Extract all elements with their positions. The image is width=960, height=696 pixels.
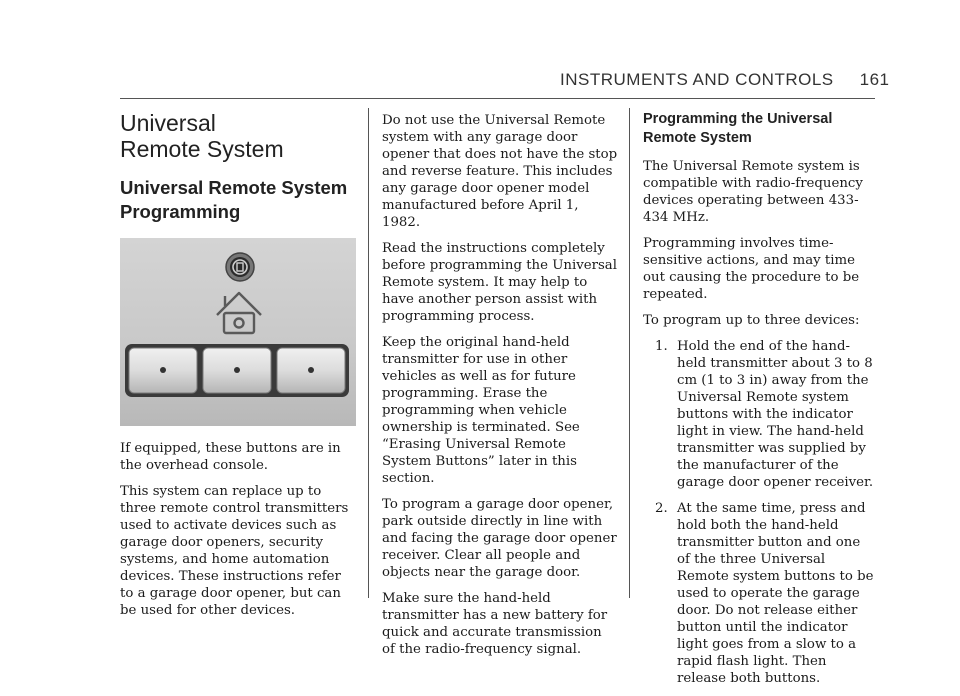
subsection-heading: Universal Remote System Programming: [120, 177, 348, 222]
programming-heading: Programming the Universal Remote System: [643, 111, 833, 146]
remote-button-1: [129, 348, 197, 393]
paragraph: If equipped, these buttons are in the overhead console.: [120, 441, 341, 473]
step-number: 2.: [655, 501, 668, 516]
paragraph: Keep the original hand-held transmitter for use in other vehicles as well as for future programming. Erase the programming when vehicle ownership is terminated. See “Erasing Universal Remote System Buttons” later in this section.: [382, 335, 580, 486]
paragraph: Programming involves time-sensitive actions, and may time out causing the procedure to be repeated.: [643, 236, 860, 302]
step-text: Hold the end of the hand-held transmitter about 3 to 8 cm (1 to 3 in) away from the Universal Remote system buttons with the indicator light in view. The hand-held transmitter was supplied by the manufacturer of the garage door opener receiver.: [677, 339, 874, 490]
section-title: INSTRUMENTS AND CONTROLS: [560, 70, 834, 89]
column-divider-1: [368, 108, 369, 598]
programming-steps: [643, 338, 875, 687]
step-text: At the same time, press and hold both the hand-held transmitter button and one of the three Universal Remote system buttons to be used to operate the garage door. Do not release either button until the indicator light goes from a slow to a rapid flash light. Then release both buttons.: [677, 501, 874, 686]
step-item: [643, 500, 875, 687]
overhead-console-figure: [120, 238, 356, 426]
running-header: [560, 70, 890, 90]
paragraph: The Universal Remote system is compatible with radio-frequency devices operating between 433-434 MHz.: [643, 159, 863, 225]
header-rule: [120, 98, 875, 99]
overhead-console-illustration: [120, 238, 356, 426]
indicator-light-icon: [226, 253, 254, 281]
paragraph: To program a garage door opener, park outside directly in line with and facing the garage door opener receiver. Clear all people and objects near the garage door.: [382, 497, 617, 580]
paragraph: This system can replace up to three remote control transmitters used to activate devices such as garage door openers, security systems, and home automation devices. These instructions refer to a garage door opener, but can be used for other devices.: [120, 484, 349, 618]
paragraph: Make sure the hand-held transmitter has a new battery for quick and accurate transmission of the radio-frequency signal.: [382, 591, 608, 657]
remote-button-2: [203, 348, 271, 393]
page-number: 161: [859, 70, 890, 89]
column-3: [643, 110, 875, 696]
remote-button-3: [277, 348, 345, 393]
step-item: [643, 338, 875, 491]
paragraph: Read the instructions completely before programming the Universal Remote system. It may help to have another person assist with programming process.: [382, 241, 617, 324]
section-heading: Universal Remote System: [120, 110, 284, 162]
step-number: 1.: [655, 339, 668, 354]
paragraph: To program up to three devices:: [643, 313, 860, 328]
column-divider-2: [629, 108, 630, 598]
paragraph: Do not use the Universal Remote system with any garage door opener that does not have the stop and reverse feature. This includes any garage door opener model manufactured before April 1, 1982.: [382, 113, 618, 230]
column-1: [120, 110, 356, 628]
column-2: [382, 112, 618, 667]
